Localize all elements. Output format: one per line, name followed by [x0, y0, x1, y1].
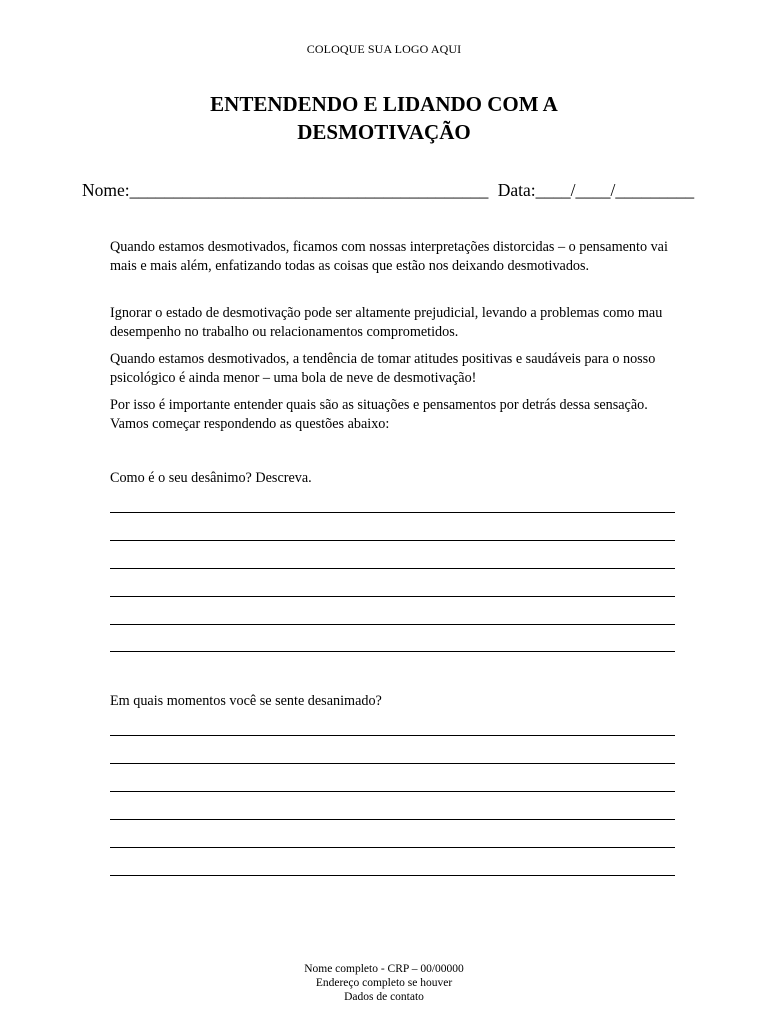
footer-address: Endereço completo se houver: [315, 977, 453, 989]
answer-line-q2[interactable]: [110, 763, 675, 764]
intro-paragraph-4: Por isso é importante entender quais são as situações e pensamentos por detrás dessa sensação. Vamos começar respondendo as questões abaixo:: [110, 397, 648, 432]
intro-paragraph-2: Ignorar o estado de desmotivação pode ser altamente prejudicial, levando a problemas como mau desempenho no trabalho ou relacionamentos comprometidos.: [110, 305, 663, 340]
answer-line-q1[interactable]: [110, 512, 675, 513]
answer-line-q1[interactable]: [110, 596, 675, 597]
answer-line-q1[interactable]: [110, 624, 675, 625]
answer-line-q2[interactable]: [110, 791, 675, 792]
intro-paragraph-1: Quando estamos desmotivados, ficamos com nossas interpretações distorcidas – o pensamento vai mais e mais além, enfatizando todas as coisas que estão nos deixando desmotivados.: [110, 239, 668, 274]
answer-line-q1[interactable]: [110, 651, 675, 652]
answer-line-q2[interactable]: [110, 819, 675, 820]
intro-paragraph-3: Quando estamos desmotivados, a tendência de tomar atitudes positivas e saudáveis para o nosso psicológico é ainda menor – uma bola de neve de desmotivação!: [110, 351, 656, 386]
answer-line-q1[interactable]: [110, 540, 675, 541]
answer-line-q2[interactable]: [110, 735, 675, 736]
logo-placeholder: COLOQUE SUA LOGO AQUI: [306, 42, 462, 56]
footer-contact: Dados de contato: [344, 991, 424, 1003]
page-title: [0, 90, 768, 146]
question-1: Como é o seu desânimo? Descreva.: [110, 470, 312, 486]
footer: [0, 962, 768, 1004]
name-date-row: [82, 180, 702, 201]
answer-line-q2[interactable]: [110, 847, 675, 848]
page-title-line-1: ENTENDENDO E LIDANDO COM A: [210, 92, 558, 116]
footer-professional-name: Nome completo - CRP – 00/00000: [304, 963, 464, 975]
date-field[interactable]: Data:____/____/_________: [497, 180, 695, 200]
name-field[interactable]: Nome:_________________________________________: [82, 180, 489, 200]
question-2: Em quais momentos você se sente desanimado?: [110, 693, 382, 709]
answer-line-q2[interactable]: [110, 875, 675, 876]
page-title-line-2: DESMOTIVAÇÃO: [297, 120, 471, 144]
answer-line-q1[interactable]: [110, 568, 675, 569]
